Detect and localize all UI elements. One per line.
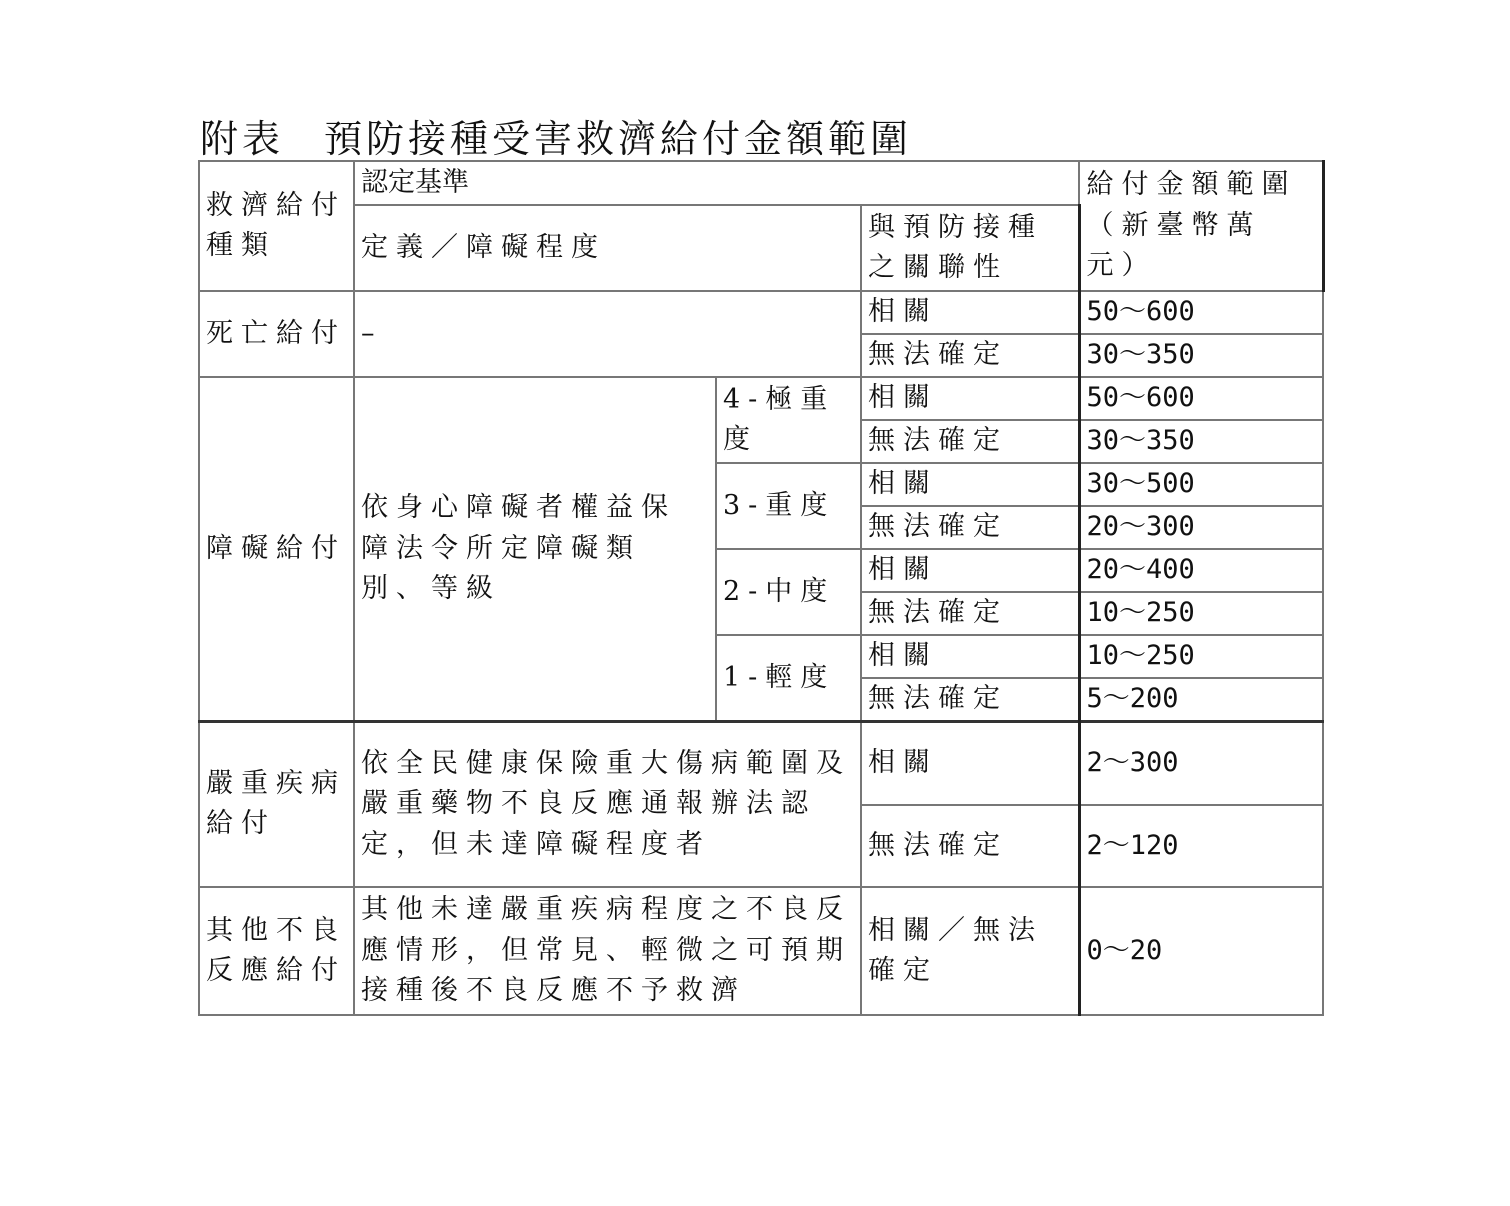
title-main: 預防接種受害救濟給付金額範圍: [324, 117, 913, 161]
other-amount: 0～20: [1079, 887, 1323, 1015]
disability-4-relation-related: 相關: [861, 377, 1079, 420]
severe-relation-related: 相關: [861, 721, 1079, 805]
disability-3-amount-related: 30～500: [1079, 463, 1323, 506]
title-prefix: 附表: [200, 117, 285, 161]
disability-2-relation-related: 相關: [861, 549, 1079, 592]
other-benefit-type: 其他不良反應給付: [199, 887, 354, 1015]
severe-definition: 依全民健康保險重大傷病範圍及嚴重藥物不良反應通報辦法認定，但未達障礙程度者: [354, 721, 861, 887]
severe-amount-uncertain: 2～120: [1079, 805, 1323, 887]
disability-2-amount-related: 20～400: [1079, 549, 1323, 592]
death-relation-related: 相關: [861, 291, 1079, 334]
disability-benefit-type: 障礙給付: [199, 377, 354, 721]
death-definition: –: [354, 291, 861, 377]
header-benefit-type: 救濟給付種類: [199, 161, 354, 291]
disability-4-amount-related: 50～600: [1079, 377, 1323, 420]
disability-2-relation-uncertain: 無法確定: [861, 592, 1079, 635]
death-benefit-type: 死亡給付: [199, 291, 354, 377]
header-relation: 與預防接種之關聯性: [861, 205, 1079, 291]
death-amount-related: 50～600: [1079, 291, 1323, 334]
disability-level-3: 3-重度: [716, 463, 861, 549]
death-amount-uncertain: 30～350: [1079, 334, 1323, 377]
disability-3-relation-uncertain: 無法確定: [861, 506, 1079, 549]
disability-3-amount-uncertain: 20～300: [1079, 506, 1323, 549]
disability-2-amount-uncertain: 10～250: [1079, 592, 1323, 635]
other-relation: 相關／無法確定: [861, 887, 1079, 1015]
disability-definition: 依身心障礙者權益保障法令所定障礙類別、等級: [354, 377, 716, 721]
severe-benefit-type: 嚴重疾病給付: [199, 721, 354, 887]
disability-4-amount-uncertain: 30～350: [1079, 420, 1323, 463]
disability-level-4: 4-極重度: [716, 377, 861, 463]
page-title: [200, 108, 912, 163]
severe-amount-related: 2～300: [1079, 721, 1323, 805]
disability-1-amount-related: 10～250: [1079, 635, 1323, 678]
benefit-table: [198, 160, 1325, 1016]
disability-1-amount-uncertain: 5～200: [1079, 678, 1323, 721]
header-definition: 定義／障礙程度: [354, 205, 861, 291]
disability-4-relation-uncertain: 無法確定: [861, 420, 1079, 463]
disability-1-relation-related: 相關: [861, 635, 1079, 678]
header-criteria: 認定基準: [354, 161, 1079, 205]
disability-3-relation-related: 相關: [861, 463, 1079, 506]
severe-relation-uncertain: 無法確定: [861, 805, 1079, 887]
disability-1-relation-uncertain: 無法確定: [861, 678, 1079, 721]
death-relation-uncertain: 無法確定: [861, 334, 1079, 377]
header-amount-range: 給付金額範圍（新臺幣萬元）: [1079, 161, 1323, 291]
disability-level-2: 2-中度: [716, 549, 861, 635]
other-definition: 其他未達嚴重疾病程度之不良反應情形，但常見、輕微之可預期接種後不良反應不予救濟: [354, 887, 861, 1015]
disability-level-1: 1-輕度: [716, 635, 861, 721]
